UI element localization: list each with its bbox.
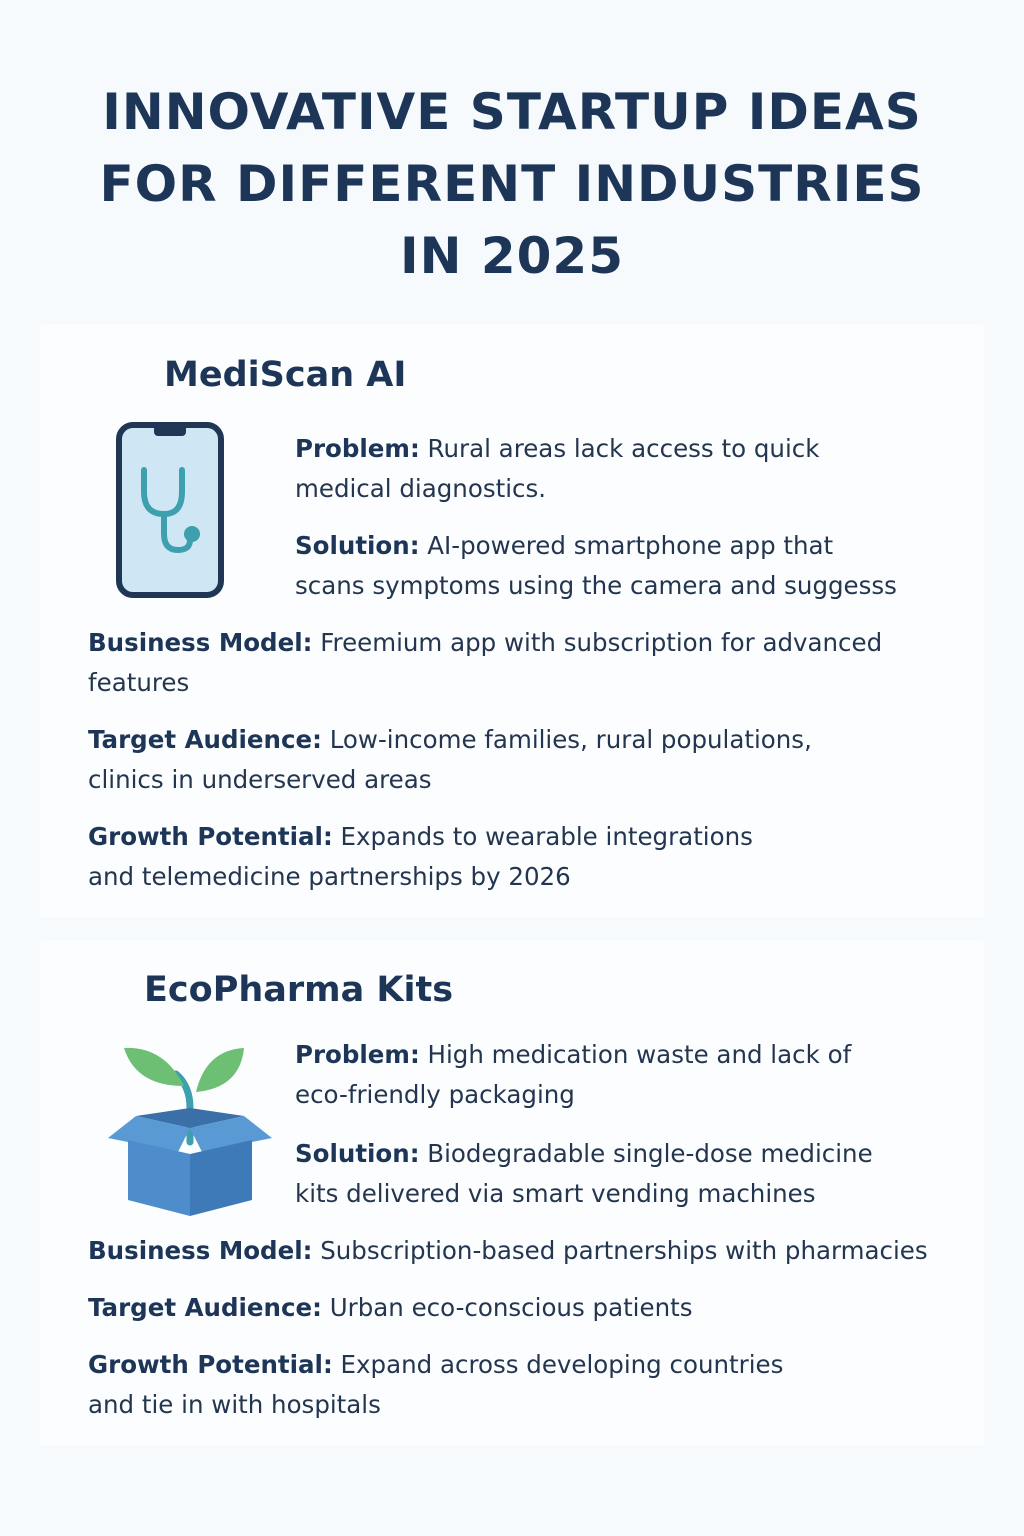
idea-card-mediscan [40,324,984,918]
target-audience-text: Urban eco-conscious patients [329,1293,693,1322]
solution-text: Biodegradable single-dose medicine [427,1139,873,1168]
smartphone-stethoscope-icon [116,422,224,602]
problem-label: Problem: [295,434,420,463]
problem-text: High medication waste and lack of [427,1040,852,1069]
growth-potential-text: Expands to wearable integrations [340,822,753,851]
solution-text: AI-powered smartphone app that [427,531,834,560]
solution-text: scans symptoms using the camera and suggesss [295,571,897,600]
business-model-text: Subscription-based partnerships with pharmacies [320,1236,928,1265]
growth-potential-label: Growth Potential: [88,1350,333,1379]
business-model-label: Business Model: [88,1236,313,1265]
solution-field [295,1134,955,1214]
problem-text: Rural areas lack access to quick [427,434,820,463]
page-title-line: FOR DIFFERENT INDUSTRIES [99,155,925,213]
problem-label: Problem: [295,1040,420,1069]
box-sprout-icon [106,1042,276,1222]
idea-card-ecopharma [40,940,984,1446]
business-model-text: features [88,668,190,697]
problem-text: eco-friendly packaging [295,1080,575,1109]
target-audience-text: Low-income families, rural populations, [329,725,812,754]
page-title-line: INNOVATIVE STARTUP IDEAS [102,83,922,141]
target-audience-field [88,1288,978,1328]
growth-potential-label: Growth Potential: [88,822,333,851]
business-model-text: Freemium app with subscription for advanced [320,628,883,657]
idea-title: EcoPharma Kits [144,970,454,1010]
target-audience-field [88,720,848,800]
business-model-field [88,1231,984,1271]
problem-text: medical diagnostics. [295,474,547,503]
solution-field [295,526,985,606]
growth-potential-field [88,1345,818,1425]
target-audience-text: clinics in underserved areas [88,765,432,794]
solution-text: kits delivered via smart vending machines [295,1179,816,1208]
growth-potential-text: and telemedicine partnerships by 2026 [88,862,571,891]
idea-title: MediScan AI [164,355,407,395]
problem-field [295,429,955,509]
growth-potential-text: Expand across developing countries [340,1350,784,1379]
target-audience-label: Target Audience: [88,725,322,754]
business-model-field [88,623,978,703]
problem-field [295,1035,955,1115]
business-model-label: Business Model: [88,628,313,657]
page-title-line: IN 2025 [399,227,625,285]
growth-potential-text: and tie in with hospitals [88,1390,381,1419]
solution-label: Solution: [295,1139,420,1168]
solution-label: Solution: [295,531,420,560]
growth-potential-field [88,817,788,897]
target-audience-label: Target Audience: [88,1293,322,1322]
page-title [40,76,984,292]
